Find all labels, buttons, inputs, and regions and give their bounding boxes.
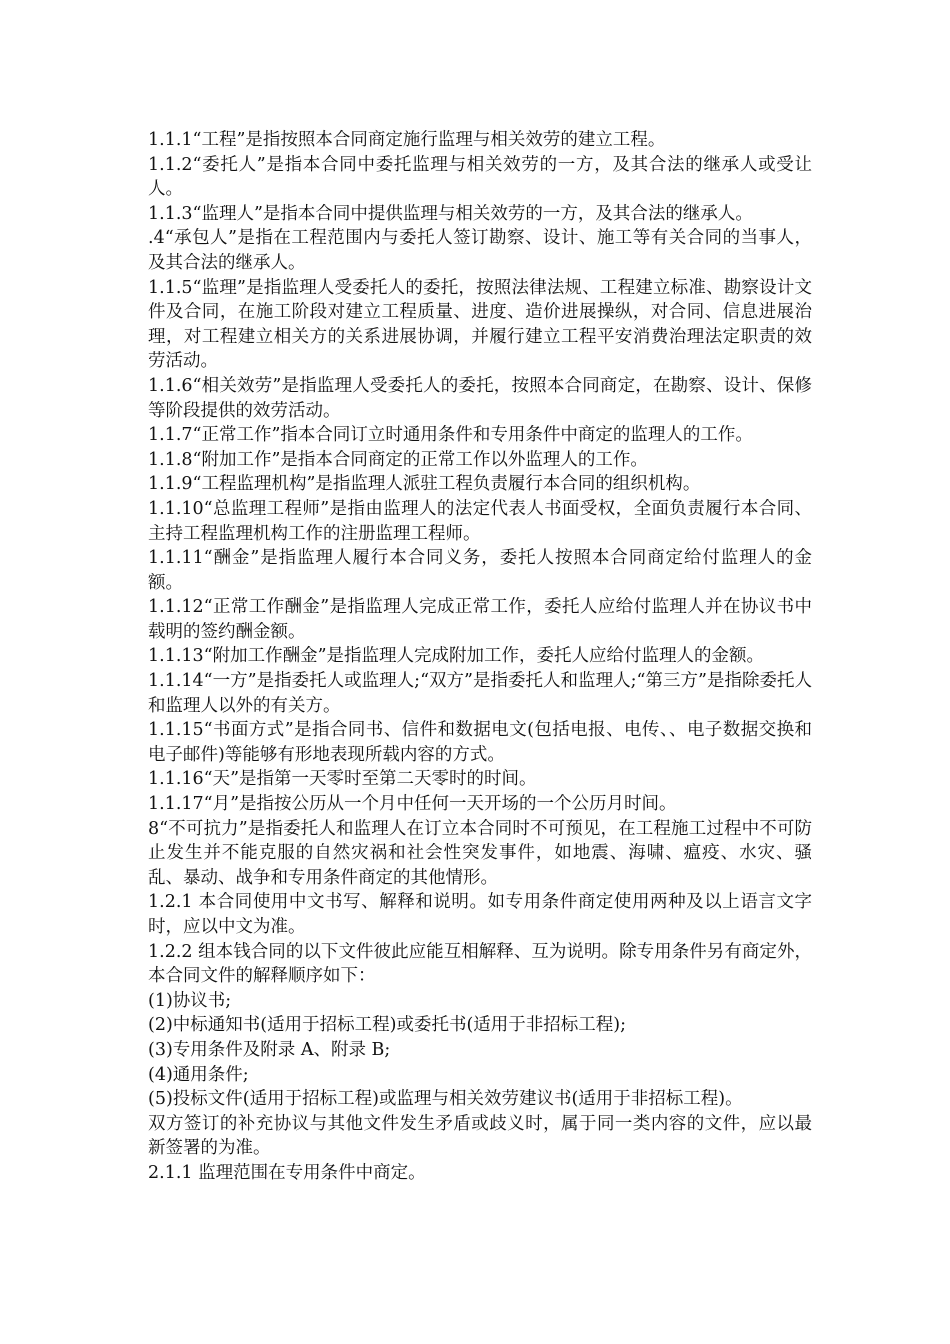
clause-1-1-7: 1.1.7“正常工作”指本合同订立时通用条件和专用条件中商定的监理人的工作。 xyxy=(148,425,753,446)
order-item-3: (3)专用条件及附录 A、附录 B; xyxy=(148,1039,391,1060)
supplement-note: 双方签订的补充协议与其他文件发生矛盾或歧义时，属于同一类内容的文件，应以最新签署的为准。 xyxy=(148,1113,812,1159)
clause-1-2-2: 1.2.2 组本钱合同的以下文件彼此应能互相解释、互为说明。除专用条件另有商定外，本合同文件的解释顺序如下： xyxy=(148,941,812,987)
order-item-4: (4)通用条件; xyxy=(148,1064,249,1085)
order-item-1: (1)协议书; xyxy=(148,990,232,1011)
clause-1-1-11: 1.1.11“酬金”是指监理人履行本合同义务，委托人按照本合同商定给付监理人的金额。 xyxy=(148,548,812,593)
clause-1-1-3: 1.1.3“监理人”是指本合同中提供监理与相关效劳的一方，及其合法的继承人。 xyxy=(148,203,753,224)
clause-1-1-13: 1.1.13“附加工作酬金”是指监理人完成附加工作，委托人应给付监理人的金额。 xyxy=(148,646,765,667)
clause-2-1-1: 2.1.1 监理范围在专用条件中商定。 xyxy=(148,1162,426,1183)
clause-1-1-12: 1.1.12“正常工作酬金”是指监理人完成正常工作，委托人应给付监理人并在协议书中载明的签约酬金额。 xyxy=(148,597,812,642)
clause-1-1-14: 1.1.14“一方”是指委托人或监理人;“双方”是指委托人和监理人;“第三方”是指除委托人和监理人以外的有关方。 xyxy=(148,671,812,716)
clause-1-1-1: 1.1.1“工程”是指按照本合同商定施行监理与相关效劳的建立工程。 xyxy=(148,130,666,150)
clause-1-1-10: 1.1.10“总监理工程师”是指由监理人的法定代表人书面受权，全面负责履行本合同、主持工程监理机构工作的注册监理工程师。 xyxy=(148,498,812,544)
clause-1-2-1: 1.2.1 本合同使用中文书写、解释和说明。如专用条件商定使用两种及以上语言文字时，应以中文为准。 xyxy=(148,892,812,937)
order-item-2: (2)中标通知书(适用于招标工程)或委托书(适用于非招标工程); xyxy=(148,1015,626,1036)
clause-1-1-18: 8“不可抗力”是指委托人和监理人在订立本合同时不可预见，在工程施工过程中不可防止发生并不能克服的自然灾祸和社会性突发事件，如地震、海啸、瘟疫、水灾、骚乱、暴动、战争和专用条件商定的其他情形。 xyxy=(148,818,812,888)
clause-1-1-9: 1.1.9“工程监理机构”是指监理人派驻工程负责履行本合同的组织机构。 xyxy=(148,474,701,495)
clause-1-1-5: 1.1.5“监理”是指监理人受委托人的委托，按照法律法规、工程建立标准、勘察设计文件及合同，在施工阶段对建立工程质量、进度、造价进展操纵，对合同、信息进展治理，对工程建立相关方的关系进展协调，并履行建立工程平安消费治理法定职责的效劳活动。 xyxy=(148,277,812,372)
clause-1-1-6: 1.1.6“相关效劳”是指监理人受委托人的委托，按照本合同商定，在勘察、设计、保修等阶段提供的效劳活动。 xyxy=(148,375,812,421)
clause-1-1-17: 1.1.17“月”是指按公历从一个月中任何一天开场的一个公历月时间。 xyxy=(148,794,677,815)
clause-1-1-16: 1.1.16“天”是指第一天零时至第二天零时的时间。 xyxy=(148,769,537,790)
document-body xyxy=(148,128,812,1186)
clause-1-1-4: .4“承包人”是指在工程范围内与委托人签订勘察、设计、施工等有关合同的当事人，及其合法的继承人。 xyxy=(148,228,812,273)
clause-1-1-15: 1.1.15“书面方式”是指合同书、信件和数据电文(包括电报、电传、、电子数据交换和电子邮件)等能够有形地表现所载内容的方式。 xyxy=(148,720,812,765)
clause-1-1-8: 1.1.8“附加工作”是指本合同商定的正常工作以外监理人的工作。 xyxy=(148,449,648,470)
order-item-5: (5)投标文件(适用于招标工程)或监理与相关效劳建议书(适用于非招标工程)。 xyxy=(148,1089,743,1110)
clause-1-1-2: 1.1.2“委托人”是指本合同中委托监理与相关效劳的一方，及其合法的继承人或受让人。 xyxy=(148,154,812,200)
